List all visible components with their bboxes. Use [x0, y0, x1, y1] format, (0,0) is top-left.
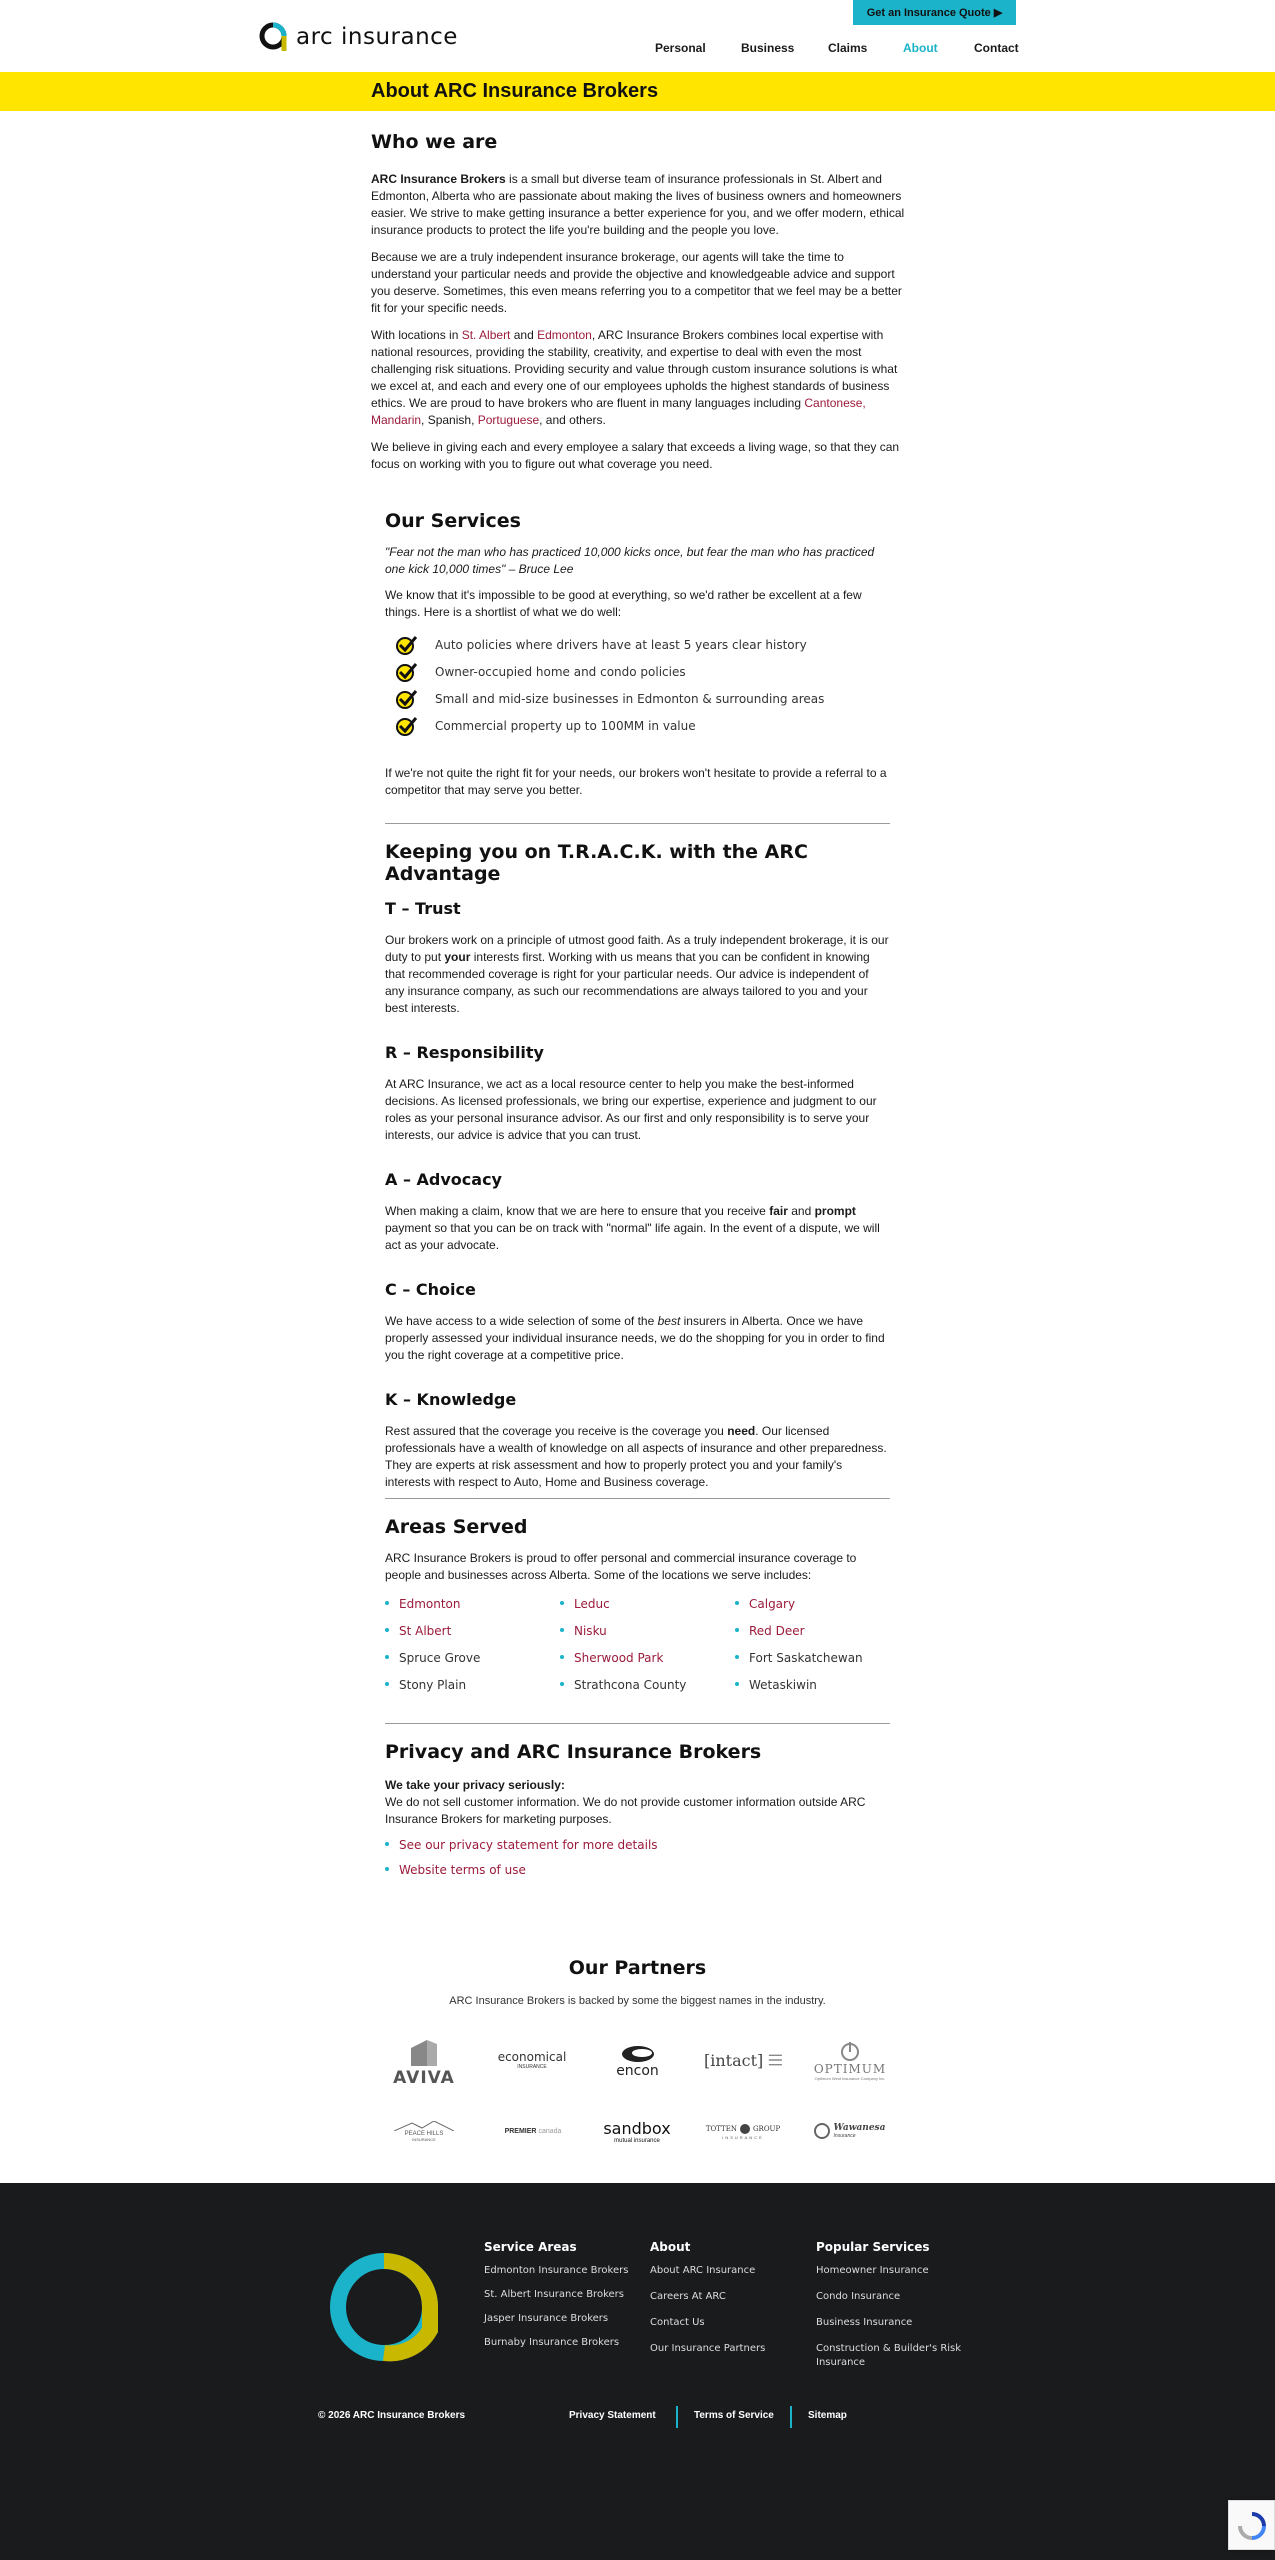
privacy-statement-link[interactable]: See our privacy statement for more details [399, 1838, 658, 1852]
who-paragraph-3 [371, 327, 905, 429]
main-nav [0, 41, 1275, 57]
optimum-sub: Optimum West Insurance Company Inc. [814, 2075, 886, 2081]
checkmark-icon [395, 634, 419, 656]
totten-group-logo [704, 2117, 782, 2145]
checkmark-icon [395, 688, 419, 710]
premier-text: PREMIER [504, 2127, 537, 2135]
areas-intro: ARC Insurance Brokers is proud to offer personal and commercial insurance coverage to people and businesses across Alberta. Some of the locations we serve includes: [385, 1551, 857, 1582]
footer-link[interactable]: St. Albert Insurance Brokers [484, 2289, 624, 2300]
area-label: Spruce Grove [399, 1651, 481, 1665]
responsibility-text: At ARC Insurance, we act as a local resource center to help you make the best-informed decisions. As licensed professionals, we bring our expertise, experience and judgment to our roles as your personal insurance advisor. As our first and only responsibility is to serve your interests, our advice is advice that you can trust. [385, 1077, 877, 1142]
text: , ARC Insurance Brokers combines local expertise with national resources, providing the stability, creativity, and expertise to deal with even the most challenging risk situations. Providing security and value through custom insurance solutions is what we excel at, and each and every one of our employees upholds the highest standards of business ethics. We are proud to have brokers who are fluent in many languages including [371, 328, 898, 410]
footer-link[interactable]: Jasper Insurance Brokers [484, 2313, 609, 2324]
privacy-section [385, 1741, 890, 1877]
bullet-icon [560, 1682, 564, 1686]
nav-claims[interactable]: Claims [828, 41, 868, 55]
terms-of-service-link[interactable]: Terms of Service [694, 2410, 774, 2421]
checkmark-icon [395, 715, 419, 737]
services-intro: We know that it's impossible to be good at everything, so we'd rather be excellent at a few things. Here is a shortlist of what we do well: [385, 588, 862, 619]
text: prompt [814, 1204, 856, 1218]
text: and [787, 1204, 815, 1218]
divider [385, 1498, 890, 1499]
who-paragraph-2: Because we are a truly independent insurance brokerage, our agents will take the time to understand your particular needs and provide the objective and knowledgeable advice and support you deserve. Sometimes, this even means referring you to a competitor that we feel may be a better fit for your specific needs. [371, 250, 902, 315]
who-paragraph-1 [371, 171, 905, 239]
who-p1-bold: ARC Insurance Brokers [371, 172, 506, 186]
intact-logo [704, 2046, 784, 2074]
privacy-bold: We take your privacy seriously: [385, 1778, 565, 1792]
footer-link[interactable]: Business Insurance [816, 2317, 913, 2328]
text: interests first. Working with us means that you can be confident in knowing that recommended coverage is right for your particular needs. Our advice is independent of any insurance company, as such our recommendations are always tailored to you and your best interests. [385, 950, 870, 1015]
intact-text: [intact] [704, 2050, 764, 2070]
bullet-icon [560, 1628, 564, 1632]
list-item [385, 712, 890, 739]
bullet-icon [385, 1655, 389, 1659]
footer-link[interactable]: Burnaby Insurance Brokers [484, 2337, 620, 2348]
recaptcha-icon [1237, 2511, 1267, 2541]
partners-heading: Our Partners [568, 1957, 707, 1979]
website-terms-link[interactable]: Website terms of use [399, 1863, 526, 1877]
optimum-text: OPTIMUM [813, 2061, 887, 2076]
bullet-icon [385, 1842, 389, 1846]
mandarin-link[interactable]: Mandarin [371, 413, 422, 427]
who-heading: Who we are [371, 131, 498, 153]
bullet-icon [735, 1655, 739, 1659]
footer-arc-logo-icon [328, 2250, 440, 2364]
privacy-heading: Privacy and ARC Insurance Brokers [385, 1741, 762, 1763]
bullet-icon [385, 1867, 389, 1871]
areas-heading: Areas Served [385, 1516, 528, 1538]
aviva-logo [388, 2035, 460, 2090]
mountain-icon [394, 2121, 454, 2131]
wawanesa-sub: Insurance [833, 2133, 856, 2139]
choice-heading: C – Choice [385, 1280, 476, 1299]
recaptcha-badge[interactable] [1228, 2500, 1275, 2550]
nav-business[interactable]: Business [741, 41, 795, 55]
services-outro: If we're not quite the right fit for your needs, our brokers won't hesitate to provide a referral to a competitor that may serve you better. [385, 766, 887, 797]
text: , and others. [539, 413, 606, 427]
services-heading: Our Services [385, 510, 521, 532]
text: . Our licensed professionals have a wealth of knowledge on all aspects of insurance and other preparedness. They are experts at risk assessment and how to properly protect you and your family's interests with respect to Auto, Home and Business coverage. [385, 1424, 887, 1489]
service-text: Commercial property up to 100MM in value [435, 718, 696, 733]
site-footer [0, 2183, 1275, 2560]
area-sherwood-park[interactable] [560, 1651, 663, 1665]
footer-popular-services-title: Popular Services [816, 2240, 930, 2254]
wawanesa-mark-icon [813, 2122, 831, 2140]
sandbox-logo [598, 2117, 676, 2145]
services-section [385, 510, 890, 799]
area-label: Sherwood Park [574, 1651, 664, 1665]
footer-link[interactable]: About ARC Insurance [650, 2265, 756, 2276]
area-edmonton[interactable] [385, 1597, 461, 1611]
responsibility-heading: R – Responsibility [385, 1043, 544, 1062]
trust-heading: T – Trust [385, 899, 461, 918]
text: best [657, 1314, 681, 1328]
footer-link[interactable]: Homeowner Insurance [816, 2265, 929, 2276]
footer-link[interactable]: Construction & Builder's Risk Insurance [816, 2343, 962, 2368]
text: Rest assured that the coverage you receive is the coverage you [385, 1424, 728, 1438]
who-p1-text: is a small but diverse team of insurance professionals in St. Albert and Edmonton, Alberta who are passionate about making the lives of business owners and homeowners easier. We strive to make getting insurance a better experience for you, and we offer modern, ethical insurance products to protect the life you're building and the people you love. [371, 172, 905, 237]
text: With locations in [371, 328, 462, 342]
area-label: Wetaskiwin [749, 1678, 817, 1692]
list-item [385, 631, 890, 658]
knowledge-text [385, 1423, 890, 1491]
service-text: Auto policies where drivers have at least 5 years clear history [435, 637, 807, 652]
premier-canada-logo [493, 2124, 573, 2138]
optimum-logo [810, 2036, 890, 2086]
area-spruce-grove [385, 1651, 480, 1665]
text: payment so that you can be on track with "normal" life again. In the event of a dispute, we will act as your advocate. [385, 1221, 880, 1252]
bullet-icon [385, 1601, 389, 1605]
knowledge-heading: K – Knowledge [385, 1390, 517, 1409]
areas-section [385, 1516, 890, 1584]
text: your [444, 950, 471, 964]
totten-group-text: GROUP [752, 2124, 781, 2133]
advocacy-text [385, 1203, 890, 1254]
wawanesa-words [834, 2123, 886, 2139]
who-paragraph-4: We believe in giving each and every employee a salary that exceeds a living wage, so that they can focus on working with you to figure out what coverage you need. [371, 440, 900, 471]
area-nisku[interactable] [560, 1624, 607, 1638]
service-text: Small and mid-size businesses in Edmonton & surrounding areas [435, 691, 825, 706]
footer-about-title: About [650, 2240, 691, 2254]
text: and [510, 328, 538, 342]
totten-row [706, 2123, 780, 2135]
footer-link[interactable]: Contact Us [650, 2317, 705, 2328]
divider [385, 1723, 890, 1724]
bullet-icon [385, 1628, 389, 1632]
area-calgary[interactable] [735, 1597, 795, 1611]
area-label: Red Deer [749, 1624, 805, 1638]
bullet-icon [735, 1601, 739, 1605]
bullet-icon [735, 1628, 739, 1632]
area-fort-saskatchewan [735, 1651, 863, 1665]
text: We have access to a wide selection of some of the [385, 1314, 658, 1328]
premier-canada-text: canada [538, 2127, 562, 2135]
area-label: Strathcona County [574, 1678, 687, 1692]
economical-text: economical [497, 2050, 567, 2064]
peace-hills-text: PEACE HILLS [404, 2130, 444, 2137]
footer-separator [790, 2406, 792, 2428]
privacy-text: We do not sell customer information. We do not provide customer information outside ARC Insurance Brokers for marketing purposes. [385, 1795, 866, 1826]
footer-link[interactable]: Condo Insurance [816, 2291, 901, 2302]
get-quote-button[interactable]: Get an Insurance Quote ▶ [853, 0, 1016, 25]
wawanesa-text: Wawanesa [833, 2123, 886, 2133]
area-label: Stony Plain [399, 1678, 467, 1692]
optimum-mark-icon [840, 2042, 860, 2062]
encon-logo [610, 2040, 665, 2084]
encon-mark-icon [620, 2045, 656, 2063]
area-label: Nisku [574, 1624, 607, 1638]
privacy-statement-item [385, 1838, 890, 1852]
sandbox-sub: mutual insurance [614, 2137, 660, 2144]
services-list [385, 631, 890, 739]
nav-contact[interactable]: Contact [974, 41, 1019, 55]
partners-subtitle: ARC Insurance Brokers is backed by some the biggest names in the industry. [449, 1995, 826, 2007]
st-albert-link[interactable]: St. Albert [461, 328, 511, 342]
sitemap-link[interactable]: Sitemap [808, 2410, 847, 2421]
peace-hills-sub: INSURANCE [412, 2136, 436, 2142]
area-red-deer[interactable] [735, 1624, 805, 1638]
cantonese-link[interactable]: Cantonese [804, 396, 863, 410]
trust-text [385, 932, 890, 1017]
area-stony-plain [385, 1678, 466, 1692]
encon-text: encon [616, 2063, 659, 2079]
area-leduc[interactable] [560, 1597, 610, 1611]
track-heading: Keeping you on T.R.A.C.K. with the ARC Advantage [385, 841, 808, 885]
area-label: Edmonton [399, 1597, 461, 1611]
footer-link[interactable]: Edmonton Insurance Brokers [484, 2265, 629, 2276]
aviva-text: AVIVA [393, 2067, 455, 2088]
area-st-albert[interactable] [385, 1624, 451, 1638]
edmonton-link[interactable]: Edmonton [537, 328, 592, 342]
sandbox-text: sandbox [603, 2118, 671, 2138]
list-item [385, 658, 890, 685]
copyright-text: © 2026 ARC Insurance Brokers [318, 2410, 466, 2421]
bullet-icon [560, 1601, 564, 1605]
portuguese-link[interactable]: Portuguese [477, 413, 540, 427]
area-wetaskiwin [735, 1678, 817, 1692]
checkmark-icon [395, 661, 419, 683]
text: fair [769, 1204, 788, 1218]
text: need [727, 1424, 756, 1438]
bullet-icon [735, 1682, 739, 1686]
divider [385, 823, 890, 824]
track-section [385, 841, 890, 1491]
aviva-mark-icon [407, 2038, 441, 2068]
bullet-icon [560, 1655, 564, 1659]
nav-about[interactable]: About [903, 41, 938, 55]
intact-lines-icon [767, 2053, 784, 2067]
page-banner [0, 72, 1275, 111]
totten-circle-icon [739, 2123, 751, 2135]
footer-separator [676, 2406, 678, 2428]
footer-link[interactable]: Our Insurance Partners [650, 2343, 766, 2354]
text: insurers in Alberta. Once we have properly assessed your individual insurance needs, we do the shopping for you in order to find you the right coverage at a competitive price. [385, 1314, 885, 1362]
area-label: St Albert [399, 1624, 452, 1638]
economical-logo [492, 2043, 572, 2077]
site-header [0, 0, 1275, 72]
text: , Spanish, [421, 413, 478, 427]
peace-hills-logo [388, 2117, 460, 2145]
privacy-statement-footer-link[interactable]: Privacy Statement [569, 2410, 656, 2421]
text: When making a claim, know that we are here to ensure that you receive [385, 1204, 770, 1218]
wawanesa-logo [810, 2119, 888, 2143]
totten-sub: INSURANCE [722, 2134, 764, 2140]
choice-text [385, 1313, 890, 1364]
footer-link[interactable]: Careers At ARC [650, 2291, 726, 2302]
brand-name: arc insurance [296, 24, 458, 50]
page-title: About ARC Insurance Brokers [371, 80, 659, 102]
terms-item [385, 1863, 890, 1877]
services-quote: "Fear not the man who has practiced 10,000 kicks once, but fear the man who has practiced one kick 10,000 times" – Bruce Lee [385, 545, 875, 576]
area-label: Leduc [574, 1597, 610, 1611]
area-strathcona-county [560, 1678, 686, 1692]
advocacy-heading: A – Advocacy [385, 1170, 502, 1189]
comma[interactable]: , [862, 396, 866, 410]
area-label: Fort Saskatchewan [749, 1651, 863, 1665]
area-label: Calgary [749, 1597, 796, 1611]
economical-sub: INSURANCE [517, 2064, 547, 2070]
list-item [385, 685, 890, 712]
service-text: Owner-occupied home and condo policies [435, 664, 686, 679]
bullet-icon [385, 1682, 389, 1686]
who-we-are-section [371, 131, 905, 473]
nav-personal[interactable]: Personal [655, 41, 706, 55]
footer-service-areas-title: Service Areas [484, 2240, 577, 2254]
text: Our brokers work on a principle of utmost good faith. As a truly independent brokerage, it is our duty to put [385, 933, 889, 964]
totten-text: TOTTEN [705, 2124, 737, 2133]
